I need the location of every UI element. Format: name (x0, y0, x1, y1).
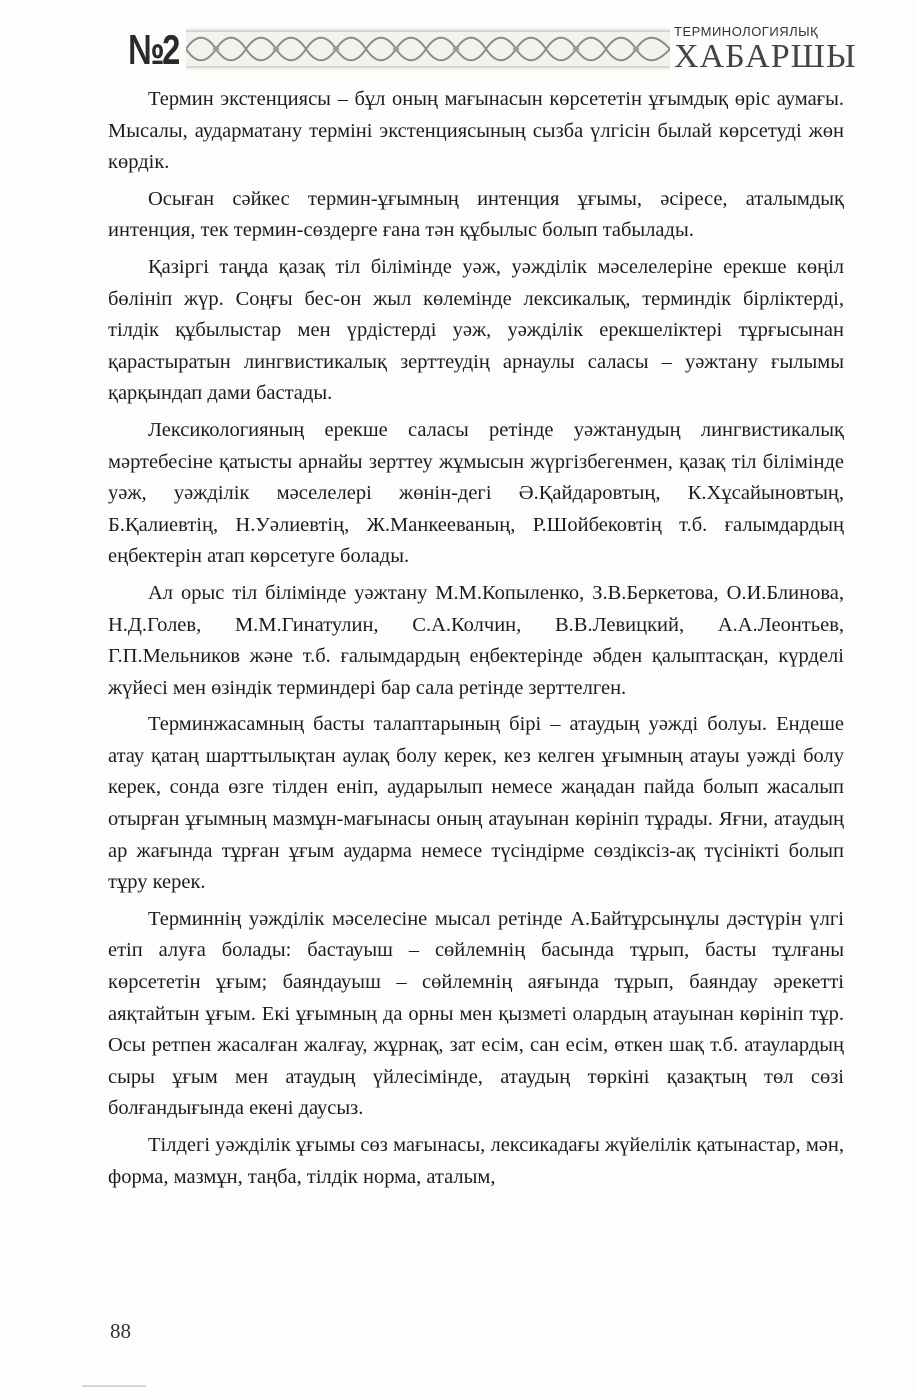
paragraph: Тілдегі уәжділік ұғымы сөз мағынасы, лексикадағы жүйелілік қатынастар, мән, форма, мазмұн, таңба, тілдік норма, аталым, (108, 1134, 844, 1188)
paragraph: Қазіргі таңда қазақ тіл білімінде уәж, уәжділік мәселелеріне ерекше көңіл бөлініп жүр. Соңғы бес-он жыл көлемінде лексикалық, терминдік бірліктерді, тілдік құбылыстар мен үрдістерді уәж, уәжділік ерекшеліктері тұрғысынан қарастыратын лингвистикалық зерттеудің арнаулы саласы – уәжтану ғылымы қарқындап дами бастады. (108, 255, 844, 405)
paragraph: Термин экстенциясы – бұл оның мағынасын көрсететін ұғымдық өріс аумағы. Мысалы, аударматану терміні экстенциясының сызба үлгісін былай көрсетуді жөн көрдік. (108, 88, 844, 174)
issue-number: №2 (128, 26, 179, 73)
scan-edge-mark (82, 1385, 146, 1387)
paragraph: Осыған сәйкес термин-ұғымның интенция ұғымы, әсіресе, аталымдық интенция, тек термин-сөздерге ғана тән құбылыс болып табылады. (108, 187, 844, 242)
paragraph: Ал орыс тіл білімінде уәжтану М.М.Копыленко, З.В.Беркетова, О.И.Блинова, Н.Д.Голев, М.М.Гинатулин, С.А.Колчин, В.В.Левицкий, А.А.Леонтьев, Г.П.Мельников және т.б. ғалымдардың еңбектерінде әбден қалыптасқан, күрделі жүйесі мен өзіндік терминдері бар сала ретінде зерттелген. (108, 581, 844, 699)
journal-name: ХАБАРШЫ (674, 38, 857, 75)
paragraph: Терминжасамның басты талаптарының бірі – атаудың уәжді болуы. Ендеше атау қатаң шарттылықтан аулақ болу керек, кез келген ұғымның атауы уәжді болу керек, сонда өзге тілден еніп, аударылып немесе жаңадан пайда болып жасалып отырған ұғымның мазмұн-мағынасы оның атауынан көрініп тұрады. Яғни, атаудың ар жағында тұрған ұғым аударма немесе түсіндірме сөздіксіз-ақ түсінікті болып тұру керек. (108, 713, 844, 894)
page-number: 88 (110, 1319, 131, 1343)
paragraph: Терминнің уәжділік мәселесіне мысал ретінде А.Байтұрсынұлы дәстүрін үлгі етіп алуға болады: бастауыш – сөйлемнің басында тұрып, басты тұлғаны көрсететін ұғым; баяндауыш – сөйлемнің аяғында тұрып, баяндау әрекетті аяқтайтын ұғым. Екі ұғымның да орны мен қызметі олардың атауынан көрініп тұр. Осы ретпен жасалған жалғау, жұрнақ, зат есім, сан есім, өткен шақ т.б. атаулардың сыры ұғым мен атаудың үйлесімінде, атаудың төркіні қазақтың төл сөзі болғандығында екені даусыз. (108, 907, 844, 1120)
paragraph: Лексикологияның ерекше саласы ретінде уәжтанудың лингвистикалық мәртебесіне қатысты арнайы зерттеу жұмысын жүргізбегенмен, қазақ тіл білімінде уәж, уәжділік мәселелері жөнін-дегі Ә.Қайдаровтың, К.Хұсайыновтың, Б.Қалиевтің, Н.Уәлиевтің, Ж.Манкееваның, Р.Шойбековтің т.б. ғалымдардың еңбектерін атап көрсетуге болады. (108, 418, 844, 568)
journal-header (0, 0, 916, 90)
ornament-band (186, 28, 670, 70)
journal-kicker: ТЕРМИНОЛОГИЯЛЫҚ (674, 24, 819, 39)
article-body (108, 84, 844, 1198)
